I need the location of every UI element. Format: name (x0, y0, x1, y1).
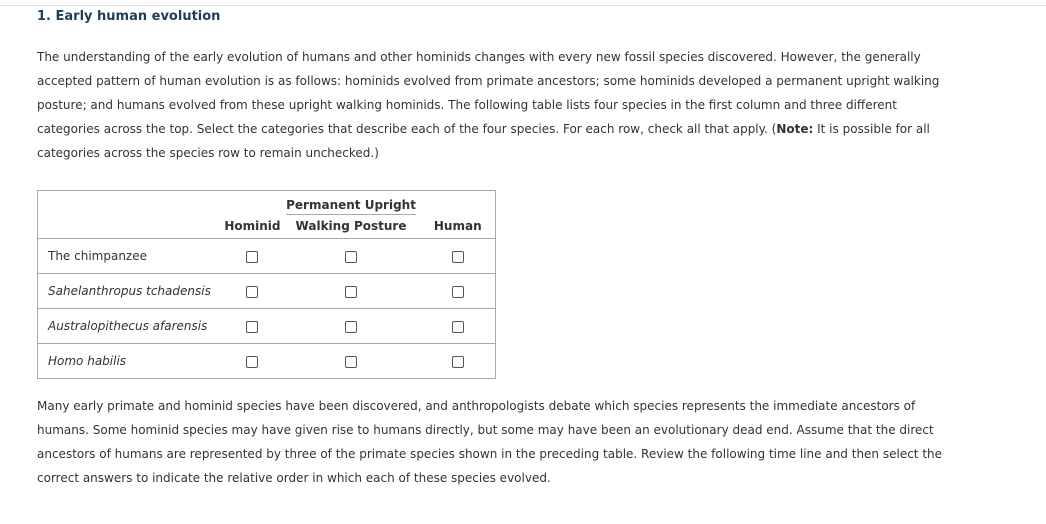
intro-text-part2: It is possible for all categories across the species row to remain unchecked.) (37, 122, 930, 160)
header-human: Human (433, 219, 482, 233)
species-name-sahelanthropus: Sahelanthropus tchadensis (38, 274, 224, 309)
intro-paragraph (37, 45, 955, 165)
species-name-homo-habilis: Homo habilis (38, 344, 224, 379)
homo-habilis-human-checkbox[interactable] (452, 356, 464, 368)
intro-text-part1: The understanding of the early evolution of humans and other hominids changes with every new fossil species discovered. However, the generally accepted pattern of human evolution is as follows: hominids evolved from primate ancestors; some hominids developed a permanent upright walking posture; and humans evolved from these upright walking hominids. The following table lists four species in the first column and three different categories across the top. Select the categories that describe each of the four species. For each row, check all that apply. ( (37, 50, 940, 136)
question-title: 1. Early human evolution (37, 9, 221, 24)
australopithecus-human-checkbox[interactable] (452, 321, 464, 333)
intro-note-label: Note: (776, 122, 814, 136)
header-hominid: Hominid (224, 219, 281, 233)
table-row-chimpanzee (38, 239, 496, 274)
header-posture-line1: Permanent Upright (286, 198, 416, 215)
sahelanthropus-hominid-checkbox[interactable] (246, 286, 258, 298)
followup-paragraph: Many early primate and hominid species have been discovered, and anthropologists debate which species represents the immediate ancestors of humans. Some hominid species may have given rise to humans directly, but some may have been an evolutionary dead end. Assume that the direct ancestors of humans are represented by three of the primate species shown in the preceding table. Review the following time line and then select the correct answers to indicate the relative order in which each of these species evolved. (37, 399, 943, 485)
table-row-homo-habilis (38, 344, 496, 379)
header-species-blank (38, 191, 224, 239)
table-row-australopithecus (38, 309, 496, 344)
chimpanzee-hominid-checkbox[interactable] (246, 251, 258, 263)
chimpanzee-human-checkbox[interactable] (452, 251, 464, 263)
top-divider (0, 5, 1046, 6)
species-name-australopithecus: Australopithecus afarensis (38, 309, 224, 344)
table-header-row (38, 191, 496, 239)
species-category-table (37, 190, 496, 379)
header-posture-line2: Walking Posture (295, 219, 407, 233)
australopithecus-posture-checkbox[interactable] (345, 321, 357, 333)
australopithecus-hominid-checkbox[interactable] (246, 321, 258, 333)
species-name-chimpanzee: The chimpanzee (38, 239, 224, 274)
header-permanent-upright-walking-posture (282, 191, 421, 239)
sahelanthropus-posture-checkbox[interactable] (345, 286, 357, 298)
table-row-sahelanthropus (38, 274, 496, 309)
chimpanzee-posture-checkbox[interactable] (345, 251, 357, 263)
homo-habilis-hominid-checkbox[interactable] (246, 356, 258, 368)
homo-habilis-posture-checkbox[interactable] (345, 356, 357, 368)
sahelanthropus-human-checkbox[interactable] (452, 286, 464, 298)
